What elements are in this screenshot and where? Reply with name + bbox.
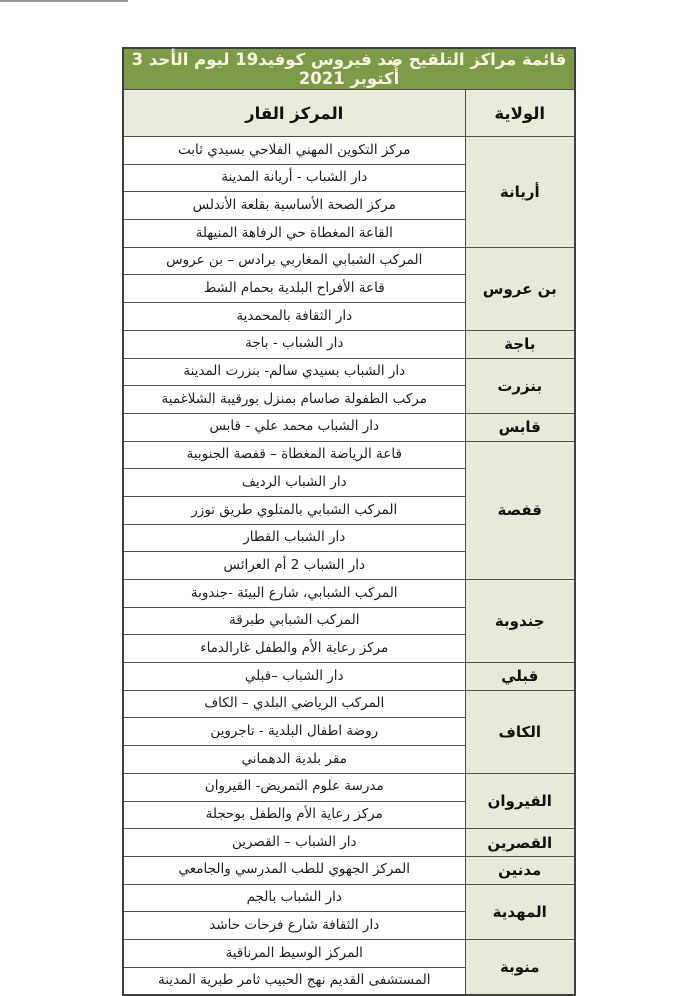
center-cell: المركز الوسيط المرناقية <box>123 939 465 967</box>
center-cell: دار الشباب القطار <box>123 524 465 552</box>
center-cell: قاعة الأفراح البلدية بحمام الشط <box>123 275 465 303</box>
table-row <box>123 829 575 857</box>
governorate-cell: مدنين <box>465 856 575 884</box>
governorate-cell: بن عروس <box>465 247 575 330</box>
governorate-cell: قابس <box>465 413 575 441</box>
center-cell: دار الثقافة بالمحمدية <box>123 303 465 331</box>
governorate-cell: باجة <box>465 330 575 358</box>
table-row <box>123 580 575 608</box>
center-cell: دار الشباب محمد علي - قابس <box>123 413 465 441</box>
governorate-cell: جندوبة <box>465 580 575 663</box>
center-cell: المركب الشبابي، شارع البيئة -جندوبة <box>123 580 465 608</box>
center-cell: دار الشباب الرديف <box>123 469 465 497</box>
center-cell: المركب الشبابي طبرقة <box>123 607 465 635</box>
center-cell: المركب الشبابي المغاربي برادس – بن عروس <box>123 247 465 275</box>
table-row <box>123 358 575 386</box>
governorate-cell: الكاف <box>465 690 575 773</box>
governorate-cell: القيروان <box>465 773 575 828</box>
center-cell: القاعة المغطاة حي الرفاهة المنيهلة <box>123 220 465 248</box>
center-cell: قاعة الرياضة المغطاة – قفصة الجنوبية <box>123 441 465 469</box>
center-cell: المركب الشبابي بالمتلوي طريق توزر <box>123 496 465 524</box>
table-row <box>123 856 575 884</box>
table-row <box>123 330 575 358</box>
governorate-cell: أريانة <box>465 137 575 248</box>
column-header-governorate: الولاية <box>465 90 575 137</box>
center-cell: دار الشباب - أريانة المدينة <box>123 164 465 192</box>
center-cell: المركب الرياضي البلدي – الكاف <box>123 690 465 718</box>
column-header-center: المركز القار <box>123 90 465 137</box>
governorate-cell: قفصة <box>465 441 575 579</box>
table-row <box>123 690 575 718</box>
center-cell: المركز الجهوي للطب المدرسي والجامعي <box>123 856 465 884</box>
center-cell: مقر بلدية الدهماني <box>123 746 465 774</box>
table-row <box>123 663 575 691</box>
vaccination-centers-table <box>122 47 576 996</box>
governorate-cell: المهدية <box>465 884 575 939</box>
center-cell: المستشفى القديم نهج الحبيب ثامر طبرية المدينة <box>123 967 465 995</box>
table-row <box>123 137 575 165</box>
governorate-cell: القصرين <box>465 829 575 857</box>
center-cell: مركب الطفولة صاسام بمنزل بورقيبة الشلاغمية <box>123 386 465 414</box>
governorate-cell: قبلي <box>465 663 575 691</box>
table-row <box>123 441 575 469</box>
table-title-row <box>123 48 575 90</box>
governorate-cell: بنزرت <box>465 358 575 413</box>
center-cell: مركز التكوين المهني الفلاحي بسيدي ثابت <box>123 137 465 165</box>
center-cell: مدرسة علوم التمريض- القيروان <box>123 773 465 801</box>
column-header-row <box>123 90 575 137</box>
scan-artifact-line <box>0 0 128 2</box>
table-title: قائمة مراكز التلقيح ضد فيروس كوفيد19 ليوم الأحد 3 أُكتوبر 2021 <box>123 48 575 90</box>
center-cell: دار الثقافة شارع فرحات حاشد <box>123 912 465 940</box>
center-cell: دار الشباب بالجم <box>123 884 465 912</box>
center-cell: مركز رعاية الأم والطفل بوحجلة <box>123 801 465 829</box>
governorate-cell: منوبة <box>465 939 575 995</box>
center-cell: دار الشباب بسيدي سالم- بنزرت المدينة <box>123 358 465 386</box>
center-cell: دار الشباب 2 أم العرائس <box>123 552 465 580</box>
table-row <box>123 884 575 912</box>
table-row <box>123 939 575 967</box>
center-cell: روضة اطفال البلدية - تاجروين <box>123 718 465 746</box>
center-cell: دار الشباب - باجة <box>123 330 465 358</box>
table-row <box>123 247 575 275</box>
center-cell: دار الشباب – القصرين <box>123 829 465 857</box>
table-row <box>123 773 575 801</box>
center-cell: مركز رعاية الأم والطفل غارالدماء <box>123 635 465 663</box>
center-cell: مركز الصحة الأساسية بقلعة الأندلس <box>123 192 465 220</box>
center-cell: دار الشباب –قبلي <box>123 663 465 691</box>
table-body <box>123 137 575 996</box>
table-row <box>123 413 575 441</box>
